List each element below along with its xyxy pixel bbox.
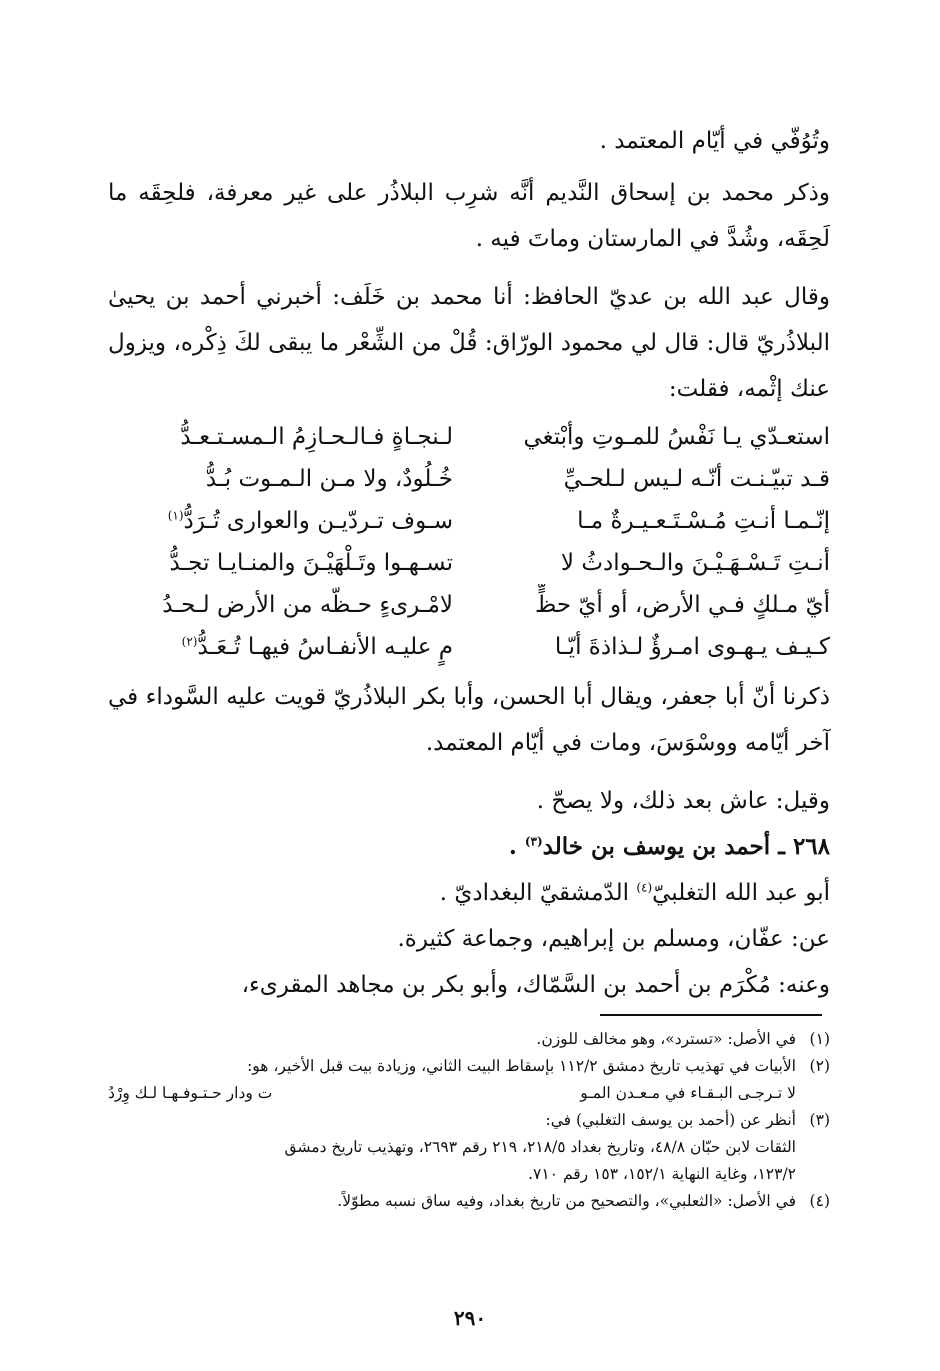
footnote-3: (٣)أنظر عن (أحمد بن يوسف التغلبي) في: [108, 1107, 830, 1134]
verse-line [108, 542, 830, 584]
verse-first-hemistich: أنـتِ تَـسْـهَـيْـنَ والـحـوادثُ لا [560, 550, 830, 576]
poem [108, 416, 830, 668]
footnote-1: (١)في الأصل: «تسترد»، وهو مخالف للوزن. [108, 1026, 830, 1053]
main-text [108, 118, 830, 1008]
verse-second-hemistich: مٍ عليـه الأنفـاسُ فيهـا تُـعَـدُّ$^{(٢)}$ [181, 634, 453, 660]
paragraph-ibn-adi: وقال عبد الله بن عديّ الحافظ: أنا محمد بن خَلَف: أخبرني أحمد بن يحيىٰ البلاذُريّ قال: قال لي محمود الورّاق: قُلْ من الشِّعْر ما يبقى لكَ ذِكْره، ويزول عنك إثْمه، فقلت: [108, 284, 830, 402]
page-number: ٢٩٠ [453, 1306, 487, 1330]
footnote-number: (٣) [809, 1111, 830, 1129]
verse-second-hemistich: سـوف تـردّيـن والعوارى تُـرَدُّ$^{(١)}$ [167, 508, 453, 534]
footnote-4: (٤)في الأصل: «الثعلبي»، والتصحيح من تاريخ بغداد، وفيه ساق نسبه مطوّلاً. [108, 1188, 830, 1215]
verse-line [108, 584, 830, 626]
biography-name: أحمد بن يوسف بن خالد [542, 833, 771, 860]
biography-students: وعنه: مُكْرَم بن أحمد بن السَّمّاك، وأبو بكر بن مجاهد المقرىء، [241, 972, 830, 998]
biography-number: ٢٦٨ ـ [778, 833, 830, 860]
verse-first-hemistich: إنّـمـا أنـتِ مُـسْـتَـعـيـرةٌ مـا [577, 508, 830, 534]
verse-first-hemistich: أيّ مـلكٍ فـي الأرض، أو أيّ حظٍّ [534, 592, 830, 618]
verse-second-hemistich: خُـلُودٌ، ولا مـن الـمـوت بُـدُّ [205, 466, 453, 492]
verse-second-hemistich: تسـهـوا وتَـلْهَيْـنَ والمنـايـا تجـدُّ [169, 550, 453, 576]
biography-nisba: أبو عبد الله التغلبيّ$^{(٤)}$ الدّمشقيّ البغداديّ . [439, 880, 830, 906]
verse-first-hemistich: استعـدّي يـا نَفْسُ للمـوتِ وأبْتغي [523, 424, 830, 450]
footnote-divider [600, 1014, 822, 1016]
verse-line [108, 416, 830, 458]
verse-line [108, 626, 830, 668]
biography-heading: ٢٦٨ ـ أحمد بن يوسف بن خالد$^{(٣)}$ . [508, 833, 830, 860]
footnote-mark: (١) [167, 508, 184, 523]
verse-line [108, 458, 830, 500]
footnote-mark: (٤) [636, 880, 653, 895]
footnote-2: (٢)الأبيات في تهذيب تاريخ دمشق ١١٢/٢ بإسقاط البيت الثاني، وزيادة بيت قبل الأخير، هو: [108, 1053, 830, 1080]
footnote-number: (١) [809, 1030, 830, 1048]
paragraph-sawda: ذكرنا أنّ أبا جعفر، ويقال أبا الحسن، وأبا بكر البلاذُريّ قويت عليه السَّوداء في آخر أيّامه ووسْوَسَ، ومات في أيّام المعتمد. [108, 684, 830, 756]
footnote-3-sources: الثقات لابن حبّان ٤٨/٨، وتاريخ بغداد ٢١٨/٥، ٢١٩ رقم ٢٦٩٣، وتهذيب تاريخ دمشق [284, 1138, 796, 1156]
verse-second-hemistich: لامْـرىءٍ حـظّه من الأرض لـحـدُ [162, 592, 453, 618]
footnote-3-sources-cont: ١٢٣/٢، وغاية النهاية ١٥٢/١، ١٥٣ رقم ٧١٠. [528, 1165, 796, 1183]
verse-second-hemistich: لـنجـاةٍ فـالـحـازِمُ الـمسـتـعـدُّ [180, 424, 453, 450]
footnote-number: (٤) [809, 1192, 830, 1210]
paragraph-qila: وقيل: عاش بعد ذلك، ولا يصحّ . [536, 788, 830, 814]
footnote-2-verse: لا تـرجـى البـقـاء في مـعـدن المـو ت ودار حـتـوفـهـا لـك وِرْدُ [108, 1084, 796, 1102]
footnotes [108, 1026, 830, 1215]
footnote-number: (٢) [809, 1057, 830, 1075]
biography-teachers: عن: عفّان، ومسلم بن إبراهيم، وجماعة كثيرة. [397, 926, 830, 952]
verse-first-hemistich: قـد تبيّـنـت أنّـه لـيس لـلحـيِّ [563, 466, 830, 492]
verse-line [108, 500, 830, 542]
death-line: وتُوُفّي في أيّام المعتمد . [599, 128, 830, 154]
footnote-mark: (٢) [181, 634, 198, 649]
footnote-mark: (٣) [524, 834, 543, 849]
verse-first-hemistich: كـيـف يـهـوى امـرؤٌ لـذاذةَ أيّـا [554, 634, 830, 660]
paragraph-nadim: وذكر محمد بن إسحاق النَّديم أنَّه شرِب البلاذُر على غير معرفة، فلحِقَه ما لَحِقَه، وشُدَّ في المارستان وماتَ فيه . [108, 180, 830, 252]
